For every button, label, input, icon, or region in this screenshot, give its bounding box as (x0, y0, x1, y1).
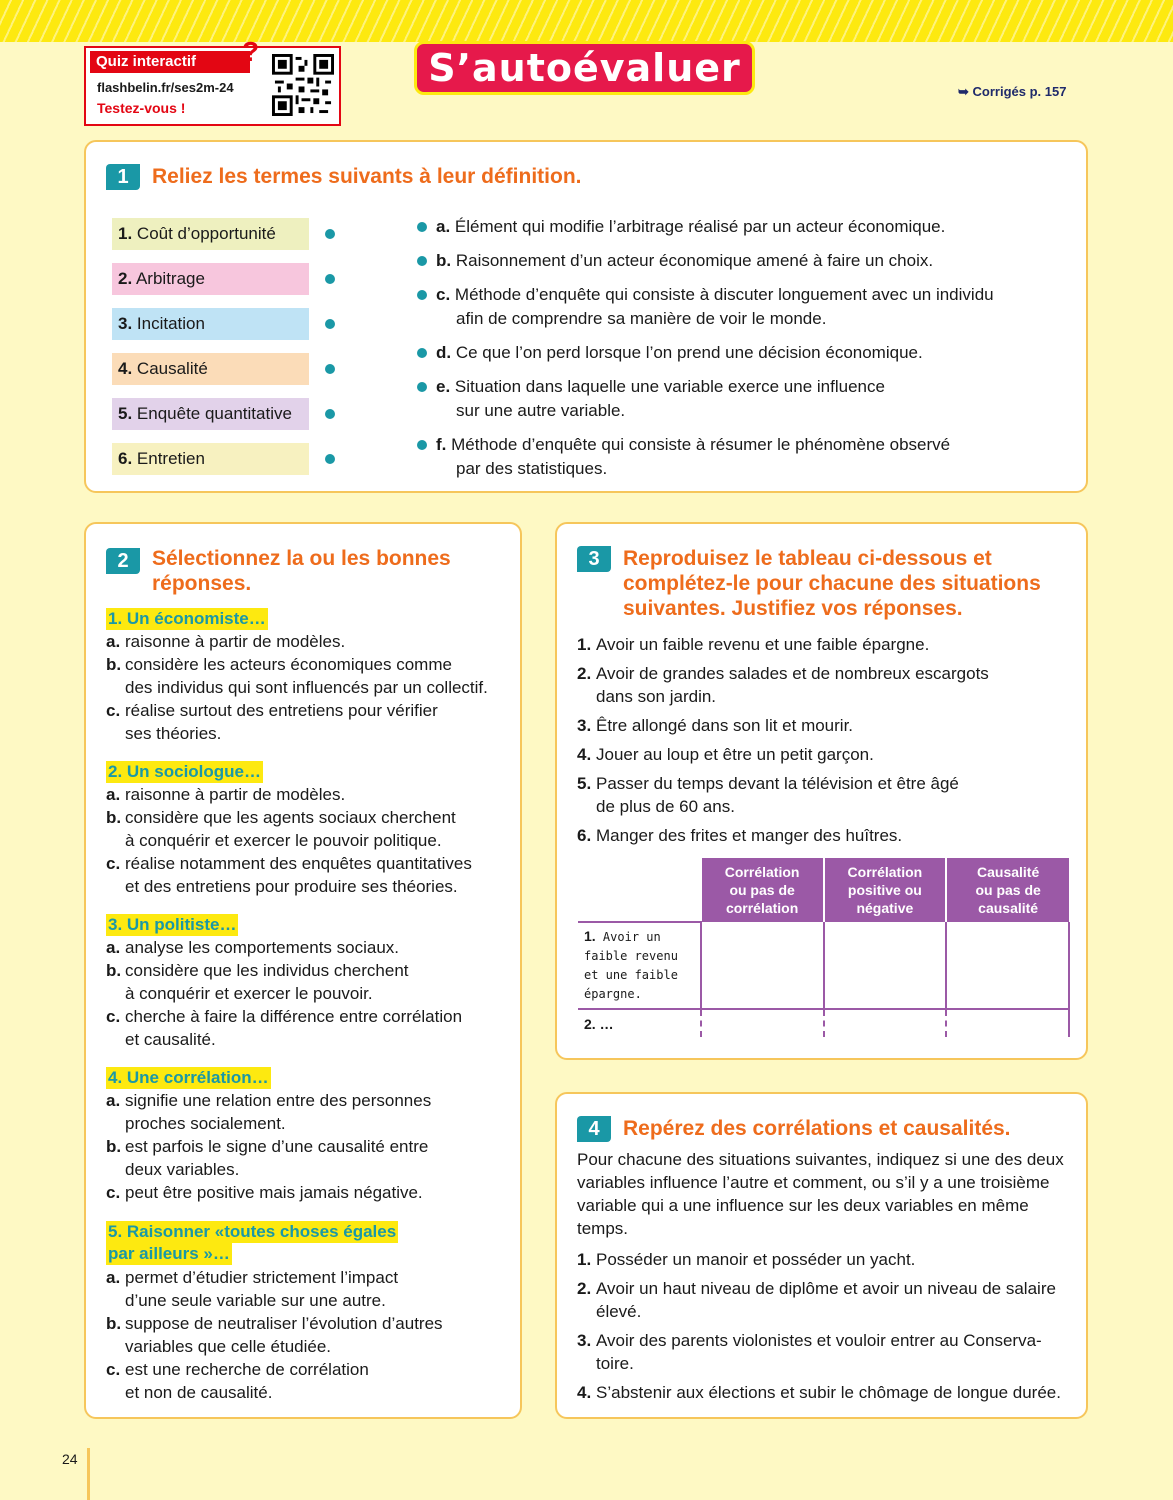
link-dot[interactable] (325, 229, 335, 239)
exercise-title-line: réponses. (152, 572, 252, 595)
page-margin-bar (87, 1448, 90, 1500)
link-dot[interactable] (417, 348, 427, 358)
link-dot[interactable] (417, 440, 427, 450)
answer-list: a. raisonne à partir de modèles. b. considère que les agents sociaux cherchent à conquérir et exercer le pouvoir politique. c. réalise notamment des enquêtes quantitatives et des entretiens pour produire ses théories. (106, 785, 472, 896)
exercise-title: Repérez des corrélations et causalités. (623, 1117, 1011, 1140)
link-dot[interactable] (325, 274, 335, 284)
quiz-label: Quiz interactif (90, 51, 250, 73)
definition-item: b. Raisonnement d’un acteur économique amené à faire un choix. (417, 249, 1057, 273)
exercise-number: 3 (577, 546, 611, 572)
question-2: 2. Un sociologue… (108, 762, 262, 781)
answer-list: a. permet d’étudier strictement l’impact d’une seule variable sur une autre. b. suppose de neutraliser l’évolution d’autres variables que celle étudiée. c. est une recherche de corrélation et non de causalité. (106, 1268, 443, 1402)
exercise-title-line: Sélectionnez la ou les bonnes (152, 547, 451, 570)
exercise-title-line: suivantes. Justifiez vos réponses. (623, 597, 963, 620)
page-title: S’autoévaluer (414, 41, 755, 95)
question-5: 5. Raisonner «toutes choses égales (108, 1222, 397, 1241)
exercise-4 (555, 1092, 1088, 1419)
answer-table (578, 858, 1070, 1037)
definition-item: e. Situation dans laquelle une variable exerce une influence sur une autre variable. (417, 375, 1057, 423)
exercise-number: 1 (106, 164, 140, 190)
exercise-2 (84, 522, 522, 1419)
exercise-title-line: Reproduisez le tableau ci-dessous et (623, 547, 992, 570)
question-mark-icon: ? (242, 36, 260, 67)
answer-list: a. raisonne à partir de modèles. b. considère les acteurs économiques comme des individus qui sont influencés par un collectif. c. réalise surtout des entretiens pour vérifier ses théories. (106, 632, 488, 743)
table-cell[interactable] (701, 922, 824, 1009)
page-number: 24 (62, 1451, 78, 1467)
table-cell[interactable] (701, 1009, 824, 1037)
link-dot[interactable] (417, 256, 427, 266)
question-4: 4. Une corrélation… (108, 1068, 269, 1087)
term-item[interactable]: 5. Enquête quantitative (112, 398, 309, 430)
table-row-label: 1. Avoir un faible revenu et une faible épargne. (578, 922, 701, 1009)
definition-item: a. Élément qui modifie l’arbitrage réalisé par un acteur économique. (417, 215, 1057, 239)
term-item[interactable]: 2. Arbitrage (112, 263, 309, 295)
term-item[interactable]: 6. Entretien (112, 443, 309, 475)
quiz-box[interactable] (84, 36, 341, 126)
answer-list: a. analyse les comportements sociaux. b. considère que les individus cherchent à conquérir et exercer le pouvoir. c. cherche à faire la différence entre corrélation et causalité. (106, 938, 463, 1049)
exercise-number: 4 (577, 1116, 611, 1142)
answer-list: a. signifie une relation entre des personnes proches socialement. b. est parfois le signe d’une causalité entre deux variables. c. peut être positive mais jamais négative. (106, 1091, 432, 1202)
table-cell[interactable] (946, 1009, 1069, 1037)
table-cell[interactable] (824, 1009, 947, 1037)
definition-item: d. Ce que l’on perd lorsque l’on prend une décision économique. (417, 341, 1057, 365)
link-dot[interactable] (325, 364, 335, 374)
col-header: Causalité ou pas de causalité (946, 858, 1069, 922)
link-dot[interactable] (325, 409, 335, 419)
exercise-1 (84, 140, 1088, 493)
question-5-cont: par ailleurs »… (108, 1244, 230, 1263)
link-dot[interactable] (417, 222, 427, 232)
situation-list: 1. Avoir un faible revenu et une faible épargne. 2. Avoir de grandes salades et de nombreux escargots dans son jardin. 3. Être allongé dans son lit et mourir. 4. Jouer au loup et être un petit garçon. 5. Passer du temps devant la télévision et être âgé de plus de 60 ans. 6. Manger des frites et manger des huîtres. (577, 635, 989, 845)
definition-item: f. Méthode d’enquête qui consiste à résumer le phénomène observé par des statistiques. (417, 433, 1057, 481)
exercise-title-line: complétez-le pour chacune des situations (623, 572, 1041, 595)
quiz-url[interactable]: flashbelin.fr/ses2m-24 (97, 80, 234, 95)
table-cell[interactable] (824, 922, 947, 1009)
exercise-title: Reliez les termes suivants à leur définition. (152, 165, 582, 188)
link-dot[interactable] (417, 290, 427, 300)
term-item[interactable]: 1. Coût d’opportunité (112, 218, 309, 250)
exercise-intro: Pour chacune des situations suivantes, indiquez si une des deux variables influence l’autre et comment, ou s’il y a une troisième variable qui a une influence sur les deux variables en même temps. (577, 1150, 1064, 1238)
qr-code-icon[interactable] (272, 54, 334, 116)
quiz-cta[interactable]: Testez-vous ! (97, 100, 186, 116)
link-dot[interactable] (325, 454, 335, 464)
link-dot[interactable] (325, 319, 335, 329)
corriges-link[interactable]: ➥ Corrigés p. 157 (958, 84, 1067, 99)
exercise-number: 2 (106, 548, 140, 574)
exercise-3 (555, 522, 1088, 1060)
col-header: Corrélation ou pas de corrélation (701, 858, 824, 922)
link-dot[interactable] (417, 382, 427, 392)
table-cell[interactable] (946, 922, 1069, 1009)
definition-item: c. Méthode d’enquête qui consiste à discuter longuement avec un individu afin de comprendre sa manière de voir le monde. (417, 283, 1057, 331)
question-3: 3. Un politiste… (108, 915, 237, 934)
header-stripe (0, 0, 1173, 42)
table-row-label: 2. … (584, 1015, 614, 1032)
question-1: 1. Un économiste… (108, 609, 266, 628)
situation-list: 1. Posséder un manoir et posséder un yacht. 2. Avoir un haut niveau de diplôme et avoir un niveau de salaire élevé. 3. Avoir des parents violonistes et vouloir entrer au Conserva- toire. 4. S’abstenir aux élections et subir le chômage de longue durée. (577, 1250, 1061, 1402)
term-item[interactable]: 4. Causalité (112, 353, 309, 385)
term-item[interactable]: 3. Incitation (112, 308, 309, 340)
col-header: Corrélation positive ou négative (824, 858, 947, 922)
